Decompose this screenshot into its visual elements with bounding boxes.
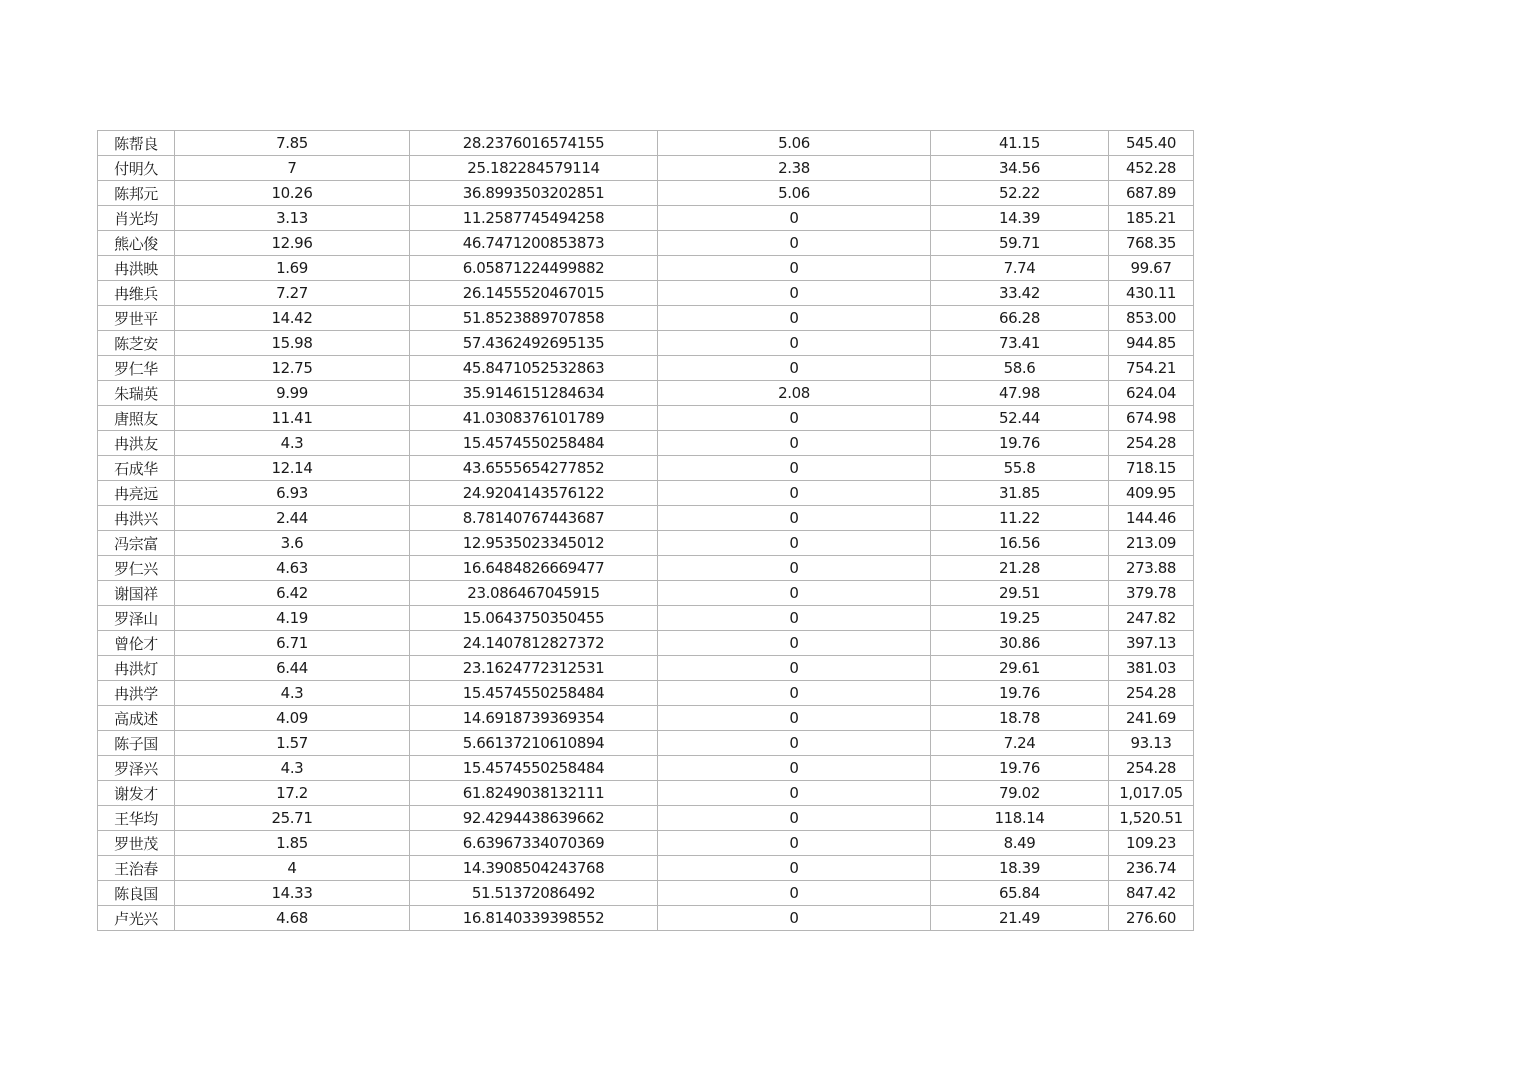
name-cell: 罗泽兴 bbox=[98, 756, 175, 781]
value-cell-4: 11.22 bbox=[931, 506, 1109, 531]
value-cell-3: 0 bbox=[658, 331, 931, 356]
table-row bbox=[98, 756, 1194, 781]
value-cell-3: 2.08 bbox=[658, 381, 931, 406]
value-cell-2: 51.51372086492 bbox=[410, 881, 658, 906]
value-cell-4: 7.24 bbox=[931, 731, 1109, 756]
value-cell-3: 0 bbox=[658, 706, 931, 731]
value-cell-2: 16.6484826669477 bbox=[410, 556, 658, 581]
total-cell: 254.28 bbox=[1109, 431, 1194, 456]
value-cell-3: 0 bbox=[658, 581, 931, 606]
value-cell-2: 57.4362492695135 bbox=[410, 331, 658, 356]
value-cell-4: 52.44 bbox=[931, 406, 1109, 431]
total-cell: 93.13 bbox=[1109, 731, 1194, 756]
table-row bbox=[98, 681, 1194, 706]
value-cell-4: 8.49 bbox=[931, 831, 1109, 856]
value-cell-4: 21.28 bbox=[931, 556, 1109, 581]
value-cell-2: 23.1624772312531 bbox=[410, 656, 658, 681]
total-cell: 247.82 bbox=[1109, 606, 1194, 631]
table-row bbox=[98, 581, 1194, 606]
total-cell: 624.04 bbox=[1109, 381, 1194, 406]
value-cell-1: 6.42 bbox=[175, 581, 410, 606]
name-cell: 唐照友 bbox=[98, 406, 175, 431]
table-row bbox=[98, 806, 1194, 831]
value-cell-3: 0 bbox=[658, 206, 931, 231]
value-cell-4: 19.76 bbox=[931, 431, 1109, 456]
table-row bbox=[98, 231, 1194, 256]
value-cell-1: 4.68 bbox=[175, 906, 410, 931]
value-cell-1: 6.44 bbox=[175, 656, 410, 681]
value-cell-2: 43.6555654277852 bbox=[410, 456, 658, 481]
value-cell-2: 11.2587745494258 bbox=[410, 206, 658, 231]
name-cell: 陈邦元 bbox=[98, 181, 175, 206]
value-cell-3: 0 bbox=[658, 406, 931, 431]
value-cell-3: 0 bbox=[658, 781, 931, 806]
value-cell-1: 14.42 bbox=[175, 306, 410, 331]
value-cell-1: 9.99 bbox=[175, 381, 410, 406]
total-cell: 754.21 bbox=[1109, 356, 1194, 381]
name-cell: 陈良国 bbox=[98, 881, 175, 906]
value-cell-1: 14.33 bbox=[175, 881, 410, 906]
value-cell-1: 2.44 bbox=[175, 506, 410, 531]
value-cell-2: 15.4574550258484 bbox=[410, 756, 658, 781]
name-cell: 冉洪学 bbox=[98, 681, 175, 706]
name-cell: 王华均 bbox=[98, 806, 175, 831]
value-cell-4: 47.98 bbox=[931, 381, 1109, 406]
total-cell: 99.67 bbox=[1109, 256, 1194, 281]
value-cell-2: 5.66137210610894 bbox=[410, 731, 658, 756]
value-cell-2: 35.9146151284634 bbox=[410, 381, 658, 406]
table-body bbox=[98, 131, 1194, 931]
value-cell-3: 0 bbox=[658, 906, 931, 931]
value-cell-4: 30.86 bbox=[931, 631, 1109, 656]
value-cell-4: 79.02 bbox=[931, 781, 1109, 806]
value-cell-3: 0 bbox=[658, 806, 931, 831]
table-row bbox=[98, 656, 1194, 681]
table-row bbox=[98, 531, 1194, 556]
value-cell-1: 4.63 bbox=[175, 556, 410, 581]
value-cell-4: 118.14 bbox=[931, 806, 1109, 831]
value-cell-4: 29.61 bbox=[931, 656, 1109, 681]
value-cell-2: 61.8249038132111 bbox=[410, 781, 658, 806]
total-cell: 185.21 bbox=[1109, 206, 1194, 231]
name-cell: 罗泽山 bbox=[98, 606, 175, 631]
value-cell-4: 52.22 bbox=[931, 181, 1109, 206]
value-cell-4: 18.78 bbox=[931, 706, 1109, 731]
value-cell-3: 0 bbox=[658, 681, 931, 706]
value-cell-1: 25.71 bbox=[175, 806, 410, 831]
total-cell: 853.00 bbox=[1109, 306, 1194, 331]
name-cell: 陈子国 bbox=[98, 731, 175, 756]
value-cell-2: 25.182284579114 bbox=[410, 156, 658, 181]
name-cell: 冉洪友 bbox=[98, 431, 175, 456]
value-cell-1: 7 bbox=[175, 156, 410, 181]
total-cell: 944.85 bbox=[1109, 331, 1194, 356]
table-row bbox=[98, 256, 1194, 281]
value-cell-2: 92.4294438639662 bbox=[410, 806, 658, 831]
value-cell-2: 41.0308376101789 bbox=[410, 406, 658, 431]
name-cell: 冉亮远 bbox=[98, 481, 175, 506]
name-cell: 陈帮良 bbox=[98, 131, 175, 156]
total-cell: 409.95 bbox=[1109, 481, 1194, 506]
value-cell-1: 3.6 bbox=[175, 531, 410, 556]
value-cell-4: 7.74 bbox=[931, 256, 1109, 281]
value-cell-3: 0 bbox=[658, 756, 931, 781]
value-cell-3: 0 bbox=[658, 606, 931, 631]
value-cell-3: 0 bbox=[658, 231, 931, 256]
total-cell: 397.13 bbox=[1109, 631, 1194, 656]
name-cell: 陈芝安 bbox=[98, 331, 175, 356]
total-cell: 1,017.05 bbox=[1109, 781, 1194, 806]
total-cell: 768.35 bbox=[1109, 231, 1194, 256]
value-cell-4: 55.8 bbox=[931, 456, 1109, 481]
name-cell: 肖光均 bbox=[98, 206, 175, 231]
value-cell-4: 19.76 bbox=[931, 756, 1109, 781]
name-cell: 冯宗富 bbox=[98, 531, 175, 556]
value-cell-1: 4 bbox=[175, 856, 410, 881]
table-row bbox=[98, 781, 1194, 806]
value-cell-4: 18.39 bbox=[931, 856, 1109, 881]
value-cell-2: 26.1455520467015 bbox=[410, 281, 658, 306]
value-cell-4: 65.84 bbox=[931, 881, 1109, 906]
value-cell-2: 15.0643750350455 bbox=[410, 606, 658, 631]
data-table bbox=[97, 130, 1194, 931]
table-row bbox=[98, 131, 1194, 156]
value-cell-1: 4.3 bbox=[175, 681, 410, 706]
value-cell-3: 5.06 bbox=[658, 181, 931, 206]
value-cell-3: 0 bbox=[658, 356, 931, 381]
value-cell-3: 0 bbox=[658, 281, 931, 306]
name-cell: 朱瑞英 bbox=[98, 381, 175, 406]
value-cell-4: 19.76 bbox=[931, 681, 1109, 706]
value-cell-2: 6.05871224499882 bbox=[410, 256, 658, 281]
value-cell-4: 14.39 bbox=[931, 206, 1109, 231]
value-cell-2: 15.4574550258484 bbox=[410, 681, 658, 706]
table-row bbox=[98, 431, 1194, 456]
total-cell: 273.88 bbox=[1109, 556, 1194, 581]
value-cell-4: 33.42 bbox=[931, 281, 1109, 306]
table-row bbox=[98, 356, 1194, 381]
name-cell: 罗仁兴 bbox=[98, 556, 175, 581]
table-row bbox=[98, 731, 1194, 756]
value-cell-2: 36.8993503202851 bbox=[410, 181, 658, 206]
table-row bbox=[98, 306, 1194, 331]
value-cell-2: 23.086467045915 bbox=[410, 581, 658, 606]
value-cell-1: 12.75 bbox=[175, 356, 410, 381]
total-cell: 430.11 bbox=[1109, 281, 1194, 306]
table-row bbox=[98, 206, 1194, 231]
value-cell-1: 10.26 bbox=[175, 181, 410, 206]
value-cell-3: 0 bbox=[658, 631, 931, 656]
value-cell-1: 6.71 bbox=[175, 631, 410, 656]
table-row bbox=[98, 506, 1194, 531]
name-cell: 罗仁华 bbox=[98, 356, 175, 381]
name-cell: 罗世平 bbox=[98, 306, 175, 331]
value-cell-3: 0 bbox=[658, 456, 931, 481]
table-row bbox=[98, 381, 1194, 406]
total-cell: 687.89 bbox=[1109, 181, 1194, 206]
name-cell: 冉洪兴 bbox=[98, 506, 175, 531]
table-row bbox=[98, 831, 1194, 856]
value-cell-4: 66.28 bbox=[931, 306, 1109, 331]
table-row bbox=[98, 406, 1194, 431]
value-cell-1: 15.98 bbox=[175, 331, 410, 356]
value-cell-1: 4.3 bbox=[175, 756, 410, 781]
table-row bbox=[98, 456, 1194, 481]
total-cell: 213.09 bbox=[1109, 531, 1194, 556]
value-cell-4: 19.25 bbox=[931, 606, 1109, 631]
value-cell-2: 16.8140339398552 bbox=[410, 906, 658, 931]
value-cell-1: 6.93 bbox=[175, 481, 410, 506]
name-cell: 冉洪灯 bbox=[98, 656, 175, 681]
total-cell: 847.42 bbox=[1109, 881, 1194, 906]
value-cell-2: 45.8471052532863 bbox=[410, 356, 658, 381]
value-cell-3: 2.38 bbox=[658, 156, 931, 181]
value-cell-3: 0 bbox=[658, 481, 931, 506]
table-row bbox=[98, 856, 1194, 881]
total-cell: 1,520.51 bbox=[1109, 806, 1194, 831]
value-cell-1: 3.13 bbox=[175, 206, 410, 231]
value-cell-3: 0 bbox=[658, 556, 931, 581]
value-cell-3: 0 bbox=[658, 531, 931, 556]
value-cell-3: 0 bbox=[658, 306, 931, 331]
value-cell-2: 14.3908504243768 bbox=[410, 856, 658, 881]
value-cell-1: 1.85 bbox=[175, 831, 410, 856]
value-cell-3: 0 bbox=[658, 731, 931, 756]
name-cell: 付明久 bbox=[98, 156, 175, 181]
value-cell-3: 0 bbox=[658, 256, 931, 281]
value-cell-2: 51.8523889707858 bbox=[410, 306, 658, 331]
name-cell: 卢光兴 bbox=[98, 906, 175, 931]
name-cell: 冉维兵 bbox=[98, 281, 175, 306]
table-row bbox=[98, 631, 1194, 656]
value-cell-2: 24.9204143576122 bbox=[410, 481, 658, 506]
value-cell-4: 58.6 bbox=[931, 356, 1109, 381]
value-cell-3: 5.06 bbox=[658, 131, 931, 156]
value-cell-1: 7.27 bbox=[175, 281, 410, 306]
name-cell: 高成述 bbox=[98, 706, 175, 731]
total-cell: 381.03 bbox=[1109, 656, 1194, 681]
total-cell: 545.40 bbox=[1109, 131, 1194, 156]
value-cell-2: 46.7471200853873 bbox=[410, 231, 658, 256]
total-cell: 144.46 bbox=[1109, 506, 1194, 531]
total-cell: 254.28 bbox=[1109, 756, 1194, 781]
value-cell-3: 0 bbox=[658, 431, 931, 456]
value-cell-4: 73.41 bbox=[931, 331, 1109, 356]
value-cell-4: 34.56 bbox=[931, 156, 1109, 181]
total-cell: 718.15 bbox=[1109, 456, 1194, 481]
table-row bbox=[98, 881, 1194, 906]
value-cell-2: 28.2376016574155 bbox=[410, 131, 658, 156]
value-cell-3: 0 bbox=[658, 506, 931, 531]
value-cell-2: 14.6918739369354 bbox=[410, 706, 658, 731]
value-cell-2: 24.1407812827372 bbox=[410, 631, 658, 656]
value-cell-4: 59.71 bbox=[931, 231, 1109, 256]
name-cell: 熊心俊 bbox=[98, 231, 175, 256]
value-cell-1: 4.3 bbox=[175, 431, 410, 456]
value-cell-4: 21.49 bbox=[931, 906, 1109, 931]
table-row bbox=[98, 181, 1194, 206]
total-cell: 674.98 bbox=[1109, 406, 1194, 431]
total-cell: 276.60 bbox=[1109, 906, 1194, 931]
table-row bbox=[98, 156, 1194, 181]
value-cell-2: 12.9535023345012 bbox=[410, 531, 658, 556]
value-cell-3: 0 bbox=[658, 831, 931, 856]
value-cell-2: 6.63967334070369 bbox=[410, 831, 658, 856]
value-cell-3: 0 bbox=[658, 656, 931, 681]
value-cell-1: 1.69 bbox=[175, 256, 410, 281]
value-cell-4: 29.51 bbox=[931, 581, 1109, 606]
total-cell: 109.23 bbox=[1109, 831, 1194, 856]
value-cell-1: 11.41 bbox=[175, 406, 410, 431]
name-cell: 王治春 bbox=[98, 856, 175, 881]
name-cell: 罗世茂 bbox=[98, 831, 175, 856]
table-row bbox=[98, 331, 1194, 356]
table-row bbox=[98, 606, 1194, 631]
table-row bbox=[98, 481, 1194, 506]
table-row bbox=[98, 706, 1194, 731]
value-cell-1: 7.85 bbox=[175, 131, 410, 156]
name-cell: 曾伦才 bbox=[98, 631, 175, 656]
total-cell: 452.28 bbox=[1109, 156, 1194, 181]
table-row bbox=[98, 556, 1194, 581]
table-row bbox=[98, 906, 1194, 931]
value-cell-4: 16.56 bbox=[931, 531, 1109, 556]
value-cell-1: 12.96 bbox=[175, 231, 410, 256]
table-row bbox=[98, 281, 1194, 306]
value-cell-4: 41.15 bbox=[931, 131, 1109, 156]
total-cell: 254.28 bbox=[1109, 681, 1194, 706]
name-cell: 冉洪映 bbox=[98, 256, 175, 281]
value-cell-1: 1.57 bbox=[175, 731, 410, 756]
name-cell: 石成华 bbox=[98, 456, 175, 481]
value-cell-1: 4.09 bbox=[175, 706, 410, 731]
value-cell-2: 8.78140767443687 bbox=[410, 506, 658, 531]
total-cell: 379.78 bbox=[1109, 581, 1194, 606]
total-cell: 236.74 bbox=[1109, 856, 1194, 881]
total-cell: 241.69 bbox=[1109, 706, 1194, 731]
value-cell-1: 4.19 bbox=[175, 606, 410, 631]
value-cell-2: 15.4574550258484 bbox=[410, 431, 658, 456]
value-cell-1: 17.2 bbox=[175, 781, 410, 806]
name-cell: 谢发才 bbox=[98, 781, 175, 806]
value-cell-3: 0 bbox=[658, 881, 931, 906]
value-cell-4: 31.85 bbox=[931, 481, 1109, 506]
value-cell-3: 0 bbox=[658, 856, 931, 881]
value-cell-1: 12.14 bbox=[175, 456, 410, 481]
name-cell: 谢国祥 bbox=[98, 581, 175, 606]
